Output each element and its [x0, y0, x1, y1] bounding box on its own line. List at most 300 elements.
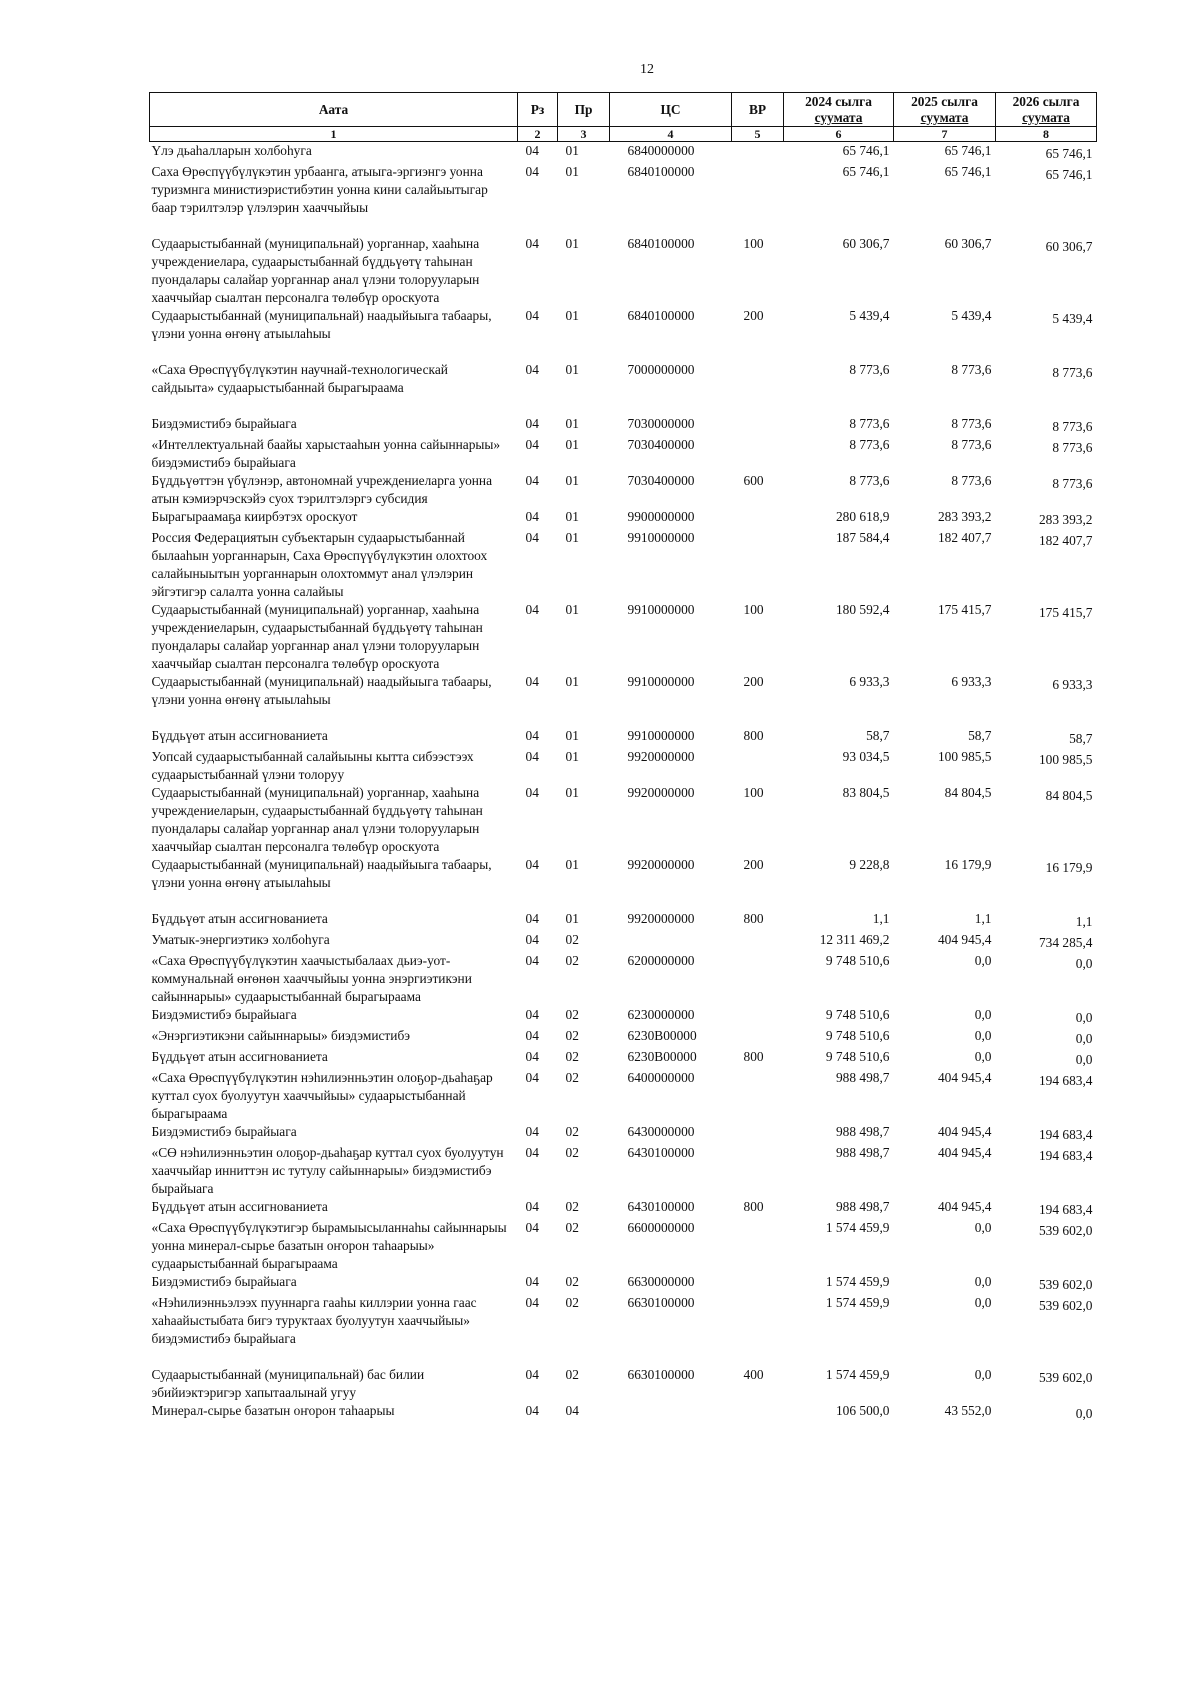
row-amount-2025: 0,0 [974, 1220, 992, 1235]
row-cs: 6230В00000 [627, 1049, 697, 1064]
row-rz: 04 [525, 1070, 539, 1085]
row-amount-2025: 84 804,5 [944, 785, 992, 800]
row-cs: 6840100000 [627, 308, 695, 323]
row-cs: 9910000000 [627, 674, 695, 689]
row-amount-2025: 0,0 [974, 1367, 992, 1382]
row-rz: 04 [525, 1028, 539, 1043]
row-cs: 7030000000 [627, 416, 695, 431]
row-amount-2024: 65 746,1 [842, 143, 890, 158]
table-row [150, 1123, 1097, 1144]
row-amount-2025: 182 407,7 [937, 530, 992, 545]
row-amount-2025: 0,0 [974, 1295, 992, 1310]
row-cs: 6200000000 [627, 953, 695, 968]
row-rz: 04 [525, 1274, 539, 1289]
table-row [150, 952, 1097, 1006]
row-amount-2026: 65 746,1 [1045, 146, 1093, 161]
row-amount-2025: 65 746,1 [944, 164, 992, 179]
row-pr: 01 [565, 530, 579, 545]
row-amount-2026: 8 773,6 [1052, 476, 1093, 491]
row-cs: 6430000000 [627, 1124, 695, 1139]
row-amount-2024: 280 618,9 [835, 509, 890, 524]
row-name: «Нэһилиэнньэлээх пууннарга гааһы киллэрии уонна гаас хаһаайыстыбата бигэ туруктаах буолуутун хааччыйыы» биэдэмистибэ бырайыага [151, 1295, 477, 1346]
table-row [150, 1366, 1097, 1402]
row-rz: 04 [525, 530, 539, 545]
header-pr: Пр [558, 93, 610, 127]
row-amount-2026: 1,1 [1075, 914, 1093, 929]
row-pr: 01 [565, 728, 579, 743]
row-amount-2025: 60 306,7 [944, 236, 992, 251]
row-vr [732, 1006, 784, 1027]
row-amount-2026: 734 285,4 [1038, 935, 1093, 950]
row-cs: 6630000000 [627, 1274, 695, 1289]
row-amount-2024: 93 034,5 [842, 749, 890, 764]
row-amount-2024: 988 498,7 [835, 1124, 890, 1139]
header-2024-line1: 2024 сылга [805, 94, 872, 109]
row-amount-2026: 65 746,1 [1045, 167, 1093, 182]
row-amount-2025: 283 393,2 [937, 509, 992, 524]
row-name: «Саха Өрөспүүбүлүкэтин научнай-технологическай сайдыыта» судаарыстыбаннай бырагыраама [151, 362, 448, 395]
row-amount-2025: 100 985,5 [937, 749, 992, 764]
col-number-2: 2 [518, 127, 558, 142]
row-vr [732, 1123, 784, 1144]
row-amount-2025: 1,1 [974, 911, 992, 926]
col-number-8: 8 [996, 127, 1097, 142]
row-amount-2024: 8 773,6 [849, 362, 890, 377]
row-name: «Саха Өрөспүүбүлүкэтин хаачыстыбалаах дьиэ-уот-коммунальнай өҥөнөн хааччыйыы уонна энэргиэтикэни сайыннарыы» судаарыстыбаннай бырагыраама [151, 953, 472, 1004]
row-amount-2025: 43 552,0 [944, 1403, 992, 1418]
header-name: Аата [150, 93, 518, 127]
row-cs: 9900000000 [627, 509, 695, 524]
row-pr: 02 [565, 1295, 579, 1310]
row-cs [610, 931, 732, 952]
row-amount-2026: 16 179,9 [1045, 860, 1093, 875]
table-row [150, 163, 1097, 235]
row-cs: 6840000000 [627, 143, 695, 158]
row-pr: 01 [565, 236, 579, 251]
row-pr: 02 [565, 953, 579, 968]
row-amount-2025: 5 439,4 [951, 308, 992, 323]
table-row [150, 1069, 1097, 1123]
row-amount-2025: 404 945,4 [937, 1124, 992, 1139]
row-pr: 02 [565, 1070, 579, 1085]
row-rz: 04 [525, 728, 539, 743]
row-vr: 600 [743, 473, 764, 488]
row-vr [732, 952, 784, 1006]
row-cs: 6400000000 [627, 1070, 695, 1085]
row-rz: 04 [525, 674, 539, 689]
row-rz: 04 [525, 473, 539, 488]
row-amount-2024: 58,7 [866, 728, 890, 743]
row-name: Биэдэмистибэ бырайыага [151, 1274, 297, 1289]
row-vr: 200 [743, 857, 764, 872]
col-number-5: 5 [732, 127, 784, 142]
row-amount-2026: 0,0 [1075, 1010, 1093, 1025]
row-name: Бүддьүөт атын ассигнованиета [151, 728, 328, 743]
row-amount-2024: 12 311 469,2 [819, 932, 890, 947]
table-row [150, 142, 1097, 164]
table-row [150, 748, 1097, 784]
row-name: Судаарыстыбаннай (муниципальнай) уорганнар, хааһына учреждениеларын, судаарыстыбаннай бүддьүөтү таһынан пуондалары салайар уорганнар анал үлэни толорууларын хааччыйар сыалтан персоналга төлөбүр ороскуота [151, 785, 483, 854]
row-vr [732, 142, 784, 164]
row-vr [732, 415, 784, 436]
row-vr [732, 748, 784, 784]
table-row [150, 508, 1097, 529]
row-name: Россия Федерациятын субъектарын судаарыстыбаннай былааһын уорганнарын, Саха Өрөспүүбүлүкэтин олохтоох салайыныытын уорганнарын олохтоммут анал үлэлэрин эйгэтигэр салалта уонна салайыы [151, 530, 488, 599]
row-name: Судаарыстыбаннай (муниципальнай) наадыйыыга табаары, үлэни уонна өҥөнү атыылаһыы [151, 308, 492, 341]
table-row [150, 601, 1097, 673]
header-2024-line2: суумата [814, 110, 863, 125]
row-cs: 6600000000 [627, 1220, 695, 1235]
row-vr: 100 [743, 785, 764, 800]
row-amount-2024: 65 746,1 [842, 164, 890, 179]
row-cs: 9910000000 [627, 530, 695, 545]
row-pr: 02 [565, 1199, 579, 1214]
row-amount-2026: 194 683,4 [1038, 1202, 1093, 1217]
row-cs: 6430100000 [627, 1145, 695, 1160]
row-name: Үлэ дьаһалларын холбоһуга [151, 143, 312, 158]
row-amount-2025: 0,0 [974, 1274, 992, 1289]
row-amount-2024: 106 500,0 [835, 1403, 890, 1418]
table-row [150, 1027, 1097, 1048]
row-name: Уматык-энергиэтикэ холбоһуга [151, 932, 330, 947]
row-name: «СӨ нэһилиэнньэтин олоҕор-дьаһаҕар куттал суох буолуутун хааччыйар инниттэн ис тутулу сайыннарыы» биэдэмистибэ бырайыага [151, 1145, 504, 1196]
header-2026 [996, 93, 1097, 127]
row-vr: 200 [743, 308, 764, 323]
table-row [150, 235, 1097, 307]
row-name: Бүддьүөт атын ассигнованиета [151, 1049, 328, 1064]
row-name: «Интеллектуальнай баайы харыстааһын уонна сайыннарыы» биэдэмистибэ бырайыага [151, 437, 501, 470]
row-cs [610, 1402, 732, 1423]
header-rz: Рз [518, 93, 558, 127]
row-rz: 04 [525, 236, 539, 251]
row-vr: 400 [743, 1367, 764, 1382]
table-row [150, 931, 1097, 952]
row-vr [732, 1027, 784, 1048]
table-row [150, 1402, 1097, 1423]
row-cs: 9920000000 [627, 911, 695, 926]
row-name: «Энэргиэтикэни сайыннарыы» биэдэмистибэ [151, 1028, 411, 1043]
row-rz: 04 [525, 1199, 539, 1214]
row-amount-2025: 8 773,6 [951, 416, 992, 431]
row-amount-2024: 60 306,7 [842, 236, 890, 251]
row-name: Судаарыстыбаннай (муниципальнай) уорганнар, хааһына учреждениеларын, судаарыстыбаннай бүддьүөтү таһынан пуондалары салайар уорганнар анал үлэни толорууларын хааччыйар сыалтан персоналга төлөбүр ороскуота [151, 602, 483, 671]
col-number-7: 7 [894, 127, 996, 142]
row-amount-2025: 404 945,4 [937, 932, 992, 947]
row-vr: 800 [743, 1049, 764, 1064]
row-vr [732, 1402, 784, 1423]
row-pr: 02 [565, 1007, 579, 1022]
row-name: Бүддьүөт атын ассигнованиета [151, 911, 328, 926]
row-amount-2024: 1 574 459,9 [825, 1274, 890, 1289]
row-amount-2025: 0,0 [974, 1007, 992, 1022]
row-name: Бүддьүөттэн үбүлэнэр, автономнай учреждениеларга уонна атын кэмиэрчэскэйэ суох тэрилтэлэргэ субсидия [151, 473, 493, 506]
table-row [150, 910, 1097, 931]
row-cs: 9920000000 [627, 749, 695, 764]
row-vr: 800 [743, 728, 764, 743]
row-amount-2024: 8 773,6 [849, 437, 890, 452]
table-row [150, 436, 1097, 472]
row-vr [732, 508, 784, 529]
row-rz: 04 [525, 911, 539, 926]
row-pr: 01 [565, 674, 579, 689]
table-row [150, 1219, 1097, 1273]
row-cs: 6840100000 [627, 236, 695, 251]
row-amount-2026: 6 933,3 [1052, 677, 1093, 692]
row-amount-2026: 194 683,4 [1038, 1127, 1093, 1142]
row-pr: 01 [565, 437, 579, 452]
row-pr: 02 [565, 1145, 579, 1160]
table-header [150, 93, 1097, 142]
row-pr: 01 [565, 308, 579, 323]
row-name: Биэдэмистибэ бырайыага [151, 1007, 297, 1022]
row-amount-2026: 539 602,0 [1038, 1298, 1093, 1313]
row-pr: 01 [565, 143, 579, 158]
row-amount-2026: 283 393,2 [1038, 512, 1093, 527]
row-amount-2024: 1,1 [872, 911, 890, 926]
row-cs: 7030400000 [627, 473, 695, 488]
row-rz: 04 [525, 362, 539, 377]
header-2026-line1: 2026 сылга [1012, 94, 1080, 109]
row-amount-2026: 100 985,5 [1038, 752, 1093, 767]
row-pr: 01 [565, 164, 579, 179]
header-vr: ВР [732, 93, 784, 127]
table-row [150, 472, 1097, 508]
row-amount-2025: 8 773,6 [951, 437, 992, 452]
row-cs: 6430100000 [627, 1199, 695, 1214]
row-amount-2024: 9 748 510,6 [825, 1049, 890, 1064]
row-amount-2024: 8 773,6 [849, 416, 890, 431]
row-pr: 01 [565, 911, 579, 926]
row-pr: 01 [565, 602, 579, 617]
row-rz: 04 [525, 1220, 539, 1235]
row-cs: 6630100000 [627, 1367, 695, 1382]
col-number-1: 1 [150, 127, 518, 142]
row-amount-2026: 175 415,7 [1038, 605, 1093, 620]
row-amount-2025: 404 945,4 [937, 1145, 992, 1160]
row-amount-2026: 539 602,0 [1038, 1223, 1093, 1238]
col-number-6: 6 [784, 127, 894, 142]
row-vr: 100 [743, 602, 764, 617]
row-amount-2024: 9 748 510,6 [825, 1028, 890, 1043]
row-amount-2026: 58,7 [1069, 731, 1093, 746]
row-amount-2025: 6 933,3 [951, 674, 992, 689]
row-cs: 7030400000 [627, 437, 695, 452]
row-rz: 04 [525, 932, 539, 947]
row-pr: 01 [565, 416, 579, 431]
row-name: «Саха Өрөспүүбүлүкэтин нэһилиэнньэтин олоҕор-дьаһаҕар куттал суох буолуутун хааччыйыы» судаарыстыбаннай бырагыраама [151, 1070, 493, 1121]
row-name: Минерал-сырье базатын оҥорон таһаарыы [151, 1403, 395, 1418]
row-amount-2025: 0,0 [974, 953, 992, 968]
row-amount-2024: 6 933,3 [849, 674, 890, 689]
row-rz: 04 [525, 1124, 539, 1139]
row-rz: 04 [525, 602, 539, 617]
row-cs: 9910000000 [627, 602, 695, 617]
table-body [150, 142, 1097, 1424]
row-amount-2025: 0,0 [974, 1028, 992, 1043]
row-cs: 6840100000 [627, 164, 695, 179]
row-vr [732, 163, 784, 235]
row-name: Бүддьүөт атын ассигнованиета [151, 1199, 328, 1214]
row-amount-2026: 182 407,7 [1038, 533, 1093, 548]
row-rz: 04 [525, 1007, 539, 1022]
col-number-4: 4 [610, 127, 732, 142]
header-2025-line2: суумата [920, 110, 969, 125]
row-rz: 04 [525, 437, 539, 452]
row-vr [732, 931, 784, 952]
row-name: Уопсай судаарыстыбаннай салайыыны кытта сибээстээх судаарыстыбаннай үлэни толоруу [151, 749, 474, 782]
row-amount-2024: 9 228,8 [849, 857, 890, 872]
row-name: Биэдэмистибэ бырайыага [151, 416, 297, 431]
row-amount-2025: 16 179,9 [944, 857, 992, 872]
row-amount-2026: 0,0 [1075, 1031, 1093, 1046]
row-rz: 04 [525, 164, 539, 179]
table-row [150, 529, 1097, 601]
row-rz: 04 [525, 749, 539, 764]
row-amount-2026: 8 773,6 [1052, 440, 1093, 455]
header-2025-line1: 2025 сылга [911, 94, 978, 109]
row-amount-2024: 83 804,5 [842, 785, 890, 800]
row-rz: 04 [525, 1295, 539, 1310]
row-amount-2024: 8 773,6 [849, 473, 890, 488]
row-amount-2024: 180 592,4 [835, 602, 890, 617]
row-rz: 04 [525, 857, 539, 872]
row-amount-2024: 988 498,7 [835, 1145, 890, 1160]
table-row [150, 415, 1097, 436]
header-2026-line2: суумата [1022, 110, 1070, 125]
row-vr [732, 529, 784, 601]
row-amount-2024: 988 498,7 [835, 1199, 890, 1214]
row-amount-2024: 9 748 510,6 [825, 1007, 890, 1022]
row-cs: 6230000000 [627, 1007, 695, 1022]
table-row [150, 307, 1097, 361]
table-row [150, 1198, 1097, 1219]
col-number-3: 3 [558, 127, 610, 142]
table-row [150, 673, 1097, 727]
row-cs: 6230В00000 [627, 1028, 697, 1043]
row-amount-2026: 0,0 [1075, 1052, 1093, 1067]
row-pr: 02 [565, 1367, 579, 1382]
row-pr: 02 [565, 1274, 579, 1289]
row-vr: 800 [743, 911, 764, 926]
row-vr [732, 1294, 784, 1366]
row-cs: 6630100000 [627, 1295, 695, 1310]
row-amount-2024: 1 574 459,9 [825, 1220, 890, 1235]
row-pr: 01 [565, 473, 579, 488]
header-2025 [894, 93, 996, 127]
page-number: 12 [640, 62, 654, 77]
row-amount-2025: 8 773,6 [951, 362, 992, 377]
row-amount-2026: 0,0 [1075, 1406, 1093, 1421]
row-amount-2025: 175 415,7 [937, 602, 992, 617]
table-row [150, 1006, 1097, 1027]
row-vr [732, 1144, 784, 1198]
row-name: Бырагыраамаҕа киирбэтэх ороскуот [151, 509, 358, 524]
row-name: Судаарыстыбаннай (муниципальнай) наадыйыыга табаары, үлэни уонна өҥөнү атыылаһыы [151, 674, 492, 707]
row-amount-2025: 404 945,4 [937, 1199, 992, 1214]
row-pr: 01 [565, 362, 579, 377]
row-rz: 04 [525, 308, 539, 323]
row-name: Судаарыстыбаннай (муниципальнай) бас билии эбийиэктэригэр хапытаалынай угуу [151, 1367, 425, 1400]
row-pr: 01 [565, 749, 579, 764]
row-pr: 02 [565, 932, 579, 947]
row-vr: 100 [743, 236, 764, 251]
row-amount-2024: 9 748 510,6 [825, 953, 890, 968]
row-rz: 04 [525, 509, 539, 524]
row-rz: 04 [525, 143, 539, 158]
row-amount-2025: 58,7 [968, 728, 992, 743]
table-row [150, 856, 1097, 910]
row-rz: 04 [525, 1367, 539, 1382]
row-pr: 01 [565, 509, 579, 524]
row-amount-2026: 194 683,4 [1038, 1148, 1093, 1163]
row-name: Саха Өрөспүүбүлүкэтин урбаанга, атыыга-эргиэнгэ уонна туризмнга министиэристибэтин уонна кини салайыытыгар баар тэрилтэлэр үлэлэрин хааччыйыы [151, 164, 488, 215]
row-amount-2026: 8 773,6 [1052, 419, 1093, 434]
row-cs: 9920000000 [627, 857, 695, 872]
row-amount-2024: 1 574 459,9 [825, 1295, 890, 1310]
table-row [150, 361, 1097, 415]
row-amount-2024: 1 574 459,9 [825, 1367, 890, 1382]
row-vr: 200 [743, 674, 764, 689]
row-amount-2024: 187 584,4 [835, 530, 890, 545]
row-amount-2026: 0,0 [1075, 956, 1093, 971]
row-amount-2026: 84 804,5 [1045, 788, 1093, 803]
table-row [150, 727, 1097, 748]
row-pr: 01 [565, 785, 579, 800]
table-row [150, 1294, 1097, 1366]
row-amount-2026: 539 602,0 [1038, 1277, 1093, 1292]
row-cs: 9920000000 [627, 785, 695, 800]
row-amount-2024: 988 498,7 [835, 1070, 890, 1085]
row-vr [732, 1219, 784, 1273]
row-vr: 800 [743, 1199, 764, 1214]
row-amount-2025: 0,0 [974, 1049, 992, 1064]
row-rz: 04 [525, 416, 539, 431]
table-row [150, 1273, 1097, 1294]
row-pr: 04 [565, 1403, 579, 1418]
row-name: Судаарыстыбаннай (муниципальнай) уорганнар, хааһына учреждениелара, судаарыстыбаннай бүддьүөтү таһынан пуондалары салайар уорганнар анал үлэни толорууларын хааччыйар сыалтан персоналга төлөбүр ороскуота [151, 236, 480, 305]
row-amount-2026: 5 439,4 [1052, 311, 1093, 326]
row-pr: 02 [565, 1220, 579, 1235]
row-cs: 7000000000 [627, 362, 695, 377]
row-vr [732, 1069, 784, 1123]
row-pr: 02 [565, 1124, 579, 1139]
table-row [150, 1144, 1097, 1198]
row-amount-2025: 65 746,1 [944, 143, 992, 158]
row-rz: 04 [525, 1145, 539, 1160]
row-amount-2026: 60 306,7 [1045, 239, 1093, 254]
row-pr: 02 [565, 1028, 579, 1043]
row-amount-2026: 539 602,0 [1038, 1370, 1093, 1385]
row-amount-2024: 5 439,4 [849, 308, 890, 323]
row-name: Биэдэмистибэ бырайыага [151, 1124, 297, 1139]
row-vr [732, 1273, 784, 1294]
row-rz: 04 [525, 1049, 539, 1064]
row-rz: 04 [525, 1403, 539, 1418]
row-name: Судаарыстыбаннай (муниципальнай) наадыйыыга табаары, үлэни уонна өҥөнү атыылаһыы [151, 857, 492, 890]
budget-table [149, 92, 1096, 1423]
row-pr: 01 [565, 857, 579, 872]
table-row [150, 1048, 1097, 1069]
row-vr [732, 361, 784, 415]
row-vr [732, 436, 784, 472]
row-amount-2025: 404 945,4 [937, 1070, 992, 1085]
row-name: «Саха Өрөспүүбүлүкэтигэр бырамыысыланнаһы сайыннарыы уонна минерал-сырье базатын оҥорон таһаарыы» судаарыстыбаннай бырагыраама [151, 1220, 507, 1271]
header-2024 [784, 93, 894, 127]
header-cs: ЦС [610, 93, 732, 127]
table-row [150, 784, 1097, 856]
row-cs: 9910000000 [627, 728, 695, 743]
row-amount-2025: 8 773,6 [951, 473, 992, 488]
